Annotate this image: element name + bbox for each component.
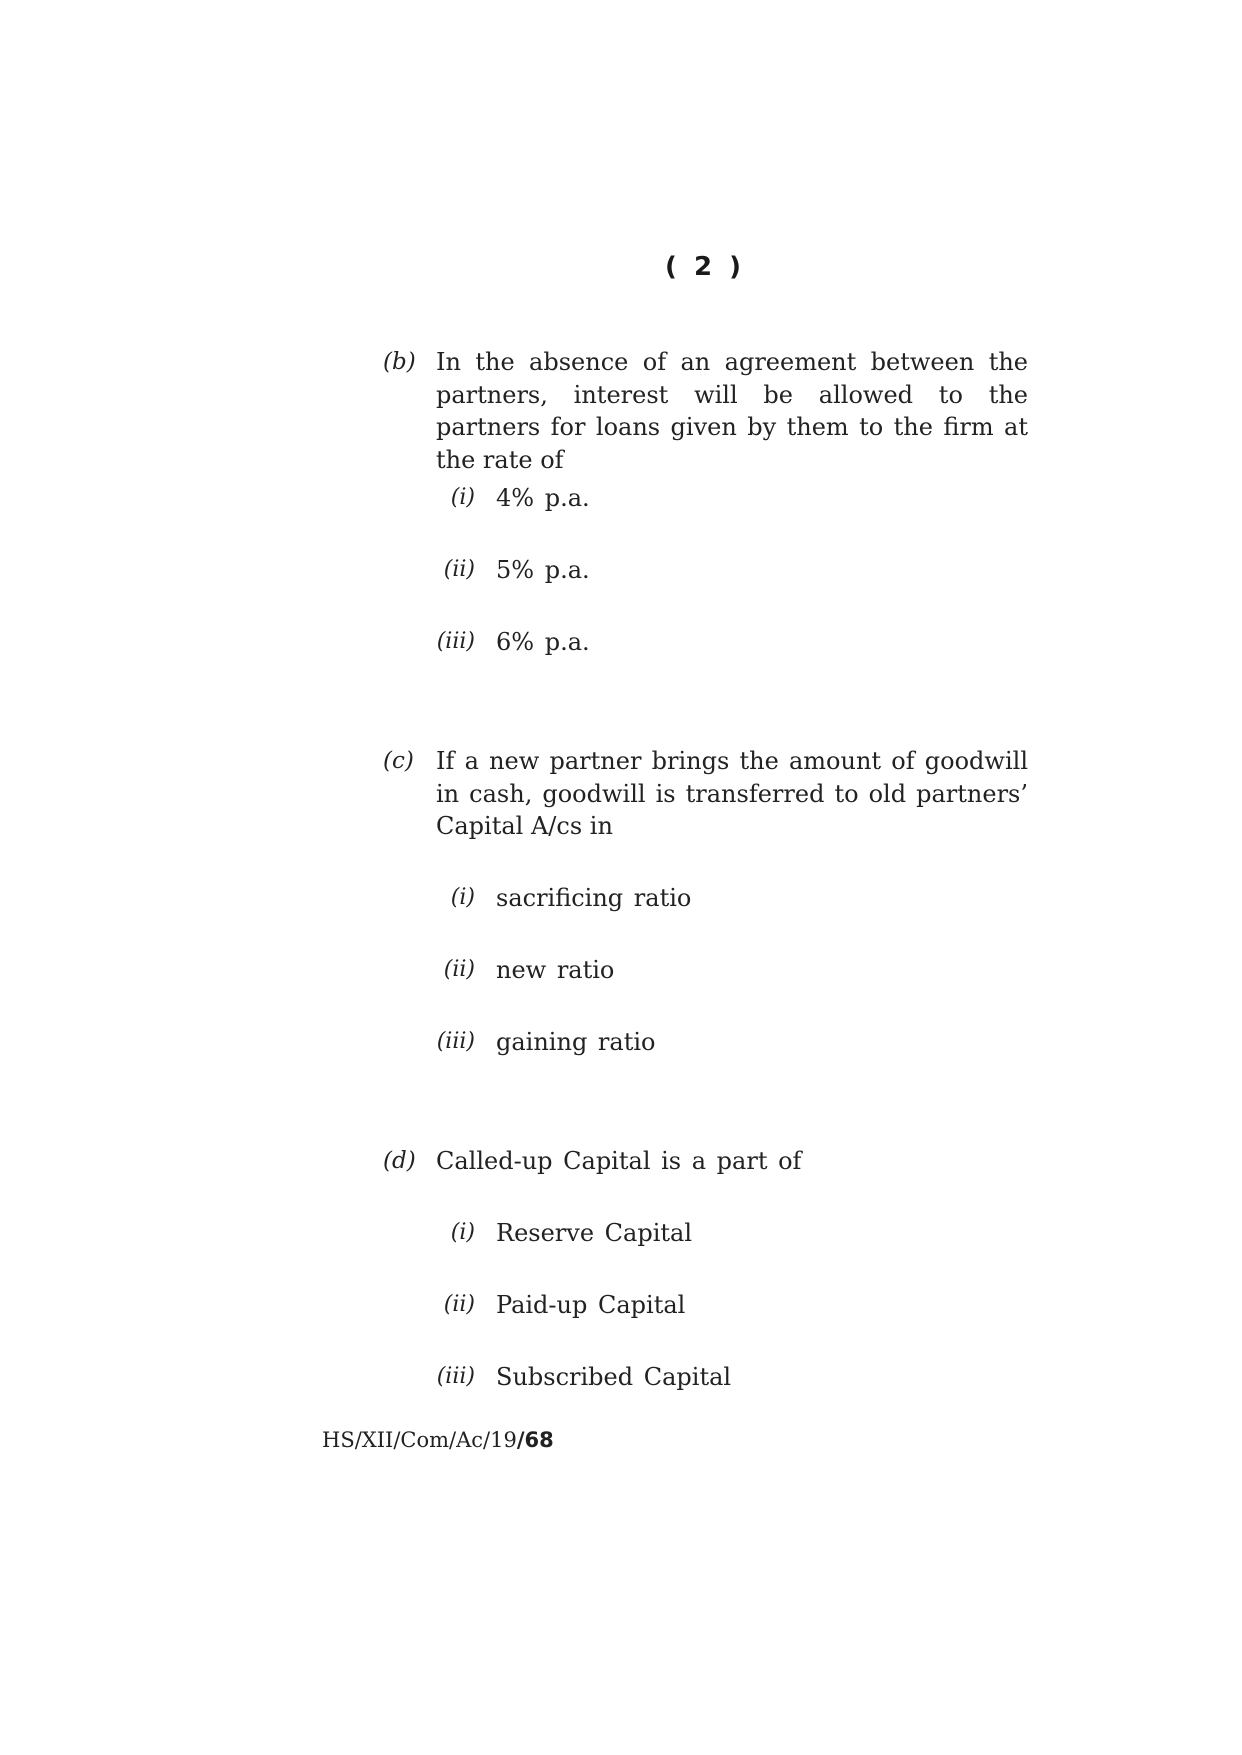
question-label: (b) — [383, 349, 416, 375]
option-text: gaining ratio — [496, 1028, 656, 1056]
option-number: (iii) — [436, 1364, 475, 1389]
option-number: (ii) — [443, 557, 475, 582]
option-text: Reserve Capital — [496, 1219, 692, 1247]
question-label: (d) — [383, 1148, 416, 1174]
question-text: Called-up Capital is a part of — [436, 1147, 802, 1175]
question-label: (c) — [383, 748, 414, 774]
option-number: (iii) — [436, 629, 475, 654]
option-number: (iii) — [436, 1029, 475, 1054]
option-text: 5% p.a. — [496, 556, 590, 584]
option-text: new ratio — [496, 956, 615, 984]
option-text: Subscribed Capital — [496, 1363, 732, 1391]
option-number: (ii) — [443, 1292, 475, 1317]
footer-suffix: /68 — [516, 1428, 554, 1452]
question-text: In the absence of an agreement between the partners, interest will be allowed to the partners for loans given by them to the firm at the rate of — [436, 348, 1028, 474]
page-number: ( 2 ) — [665, 252, 745, 282]
question-text: If a new partner brings the amount of goodwill in cash, goodwill is transferred to old partners’ Capital A/cs in — [436, 747, 1028, 840]
option-text: sacrificing ratio — [496, 884, 692, 912]
option-number: (ii) — [443, 957, 475, 982]
option-number: (i) — [450, 885, 475, 910]
question-d — [383, 1145, 1028, 1178]
question-c — [383, 745, 1028, 843]
option-text: Paid-up Capital — [496, 1291, 686, 1319]
option-number: (i) — [450, 1220, 475, 1245]
option-text: 6% p.a. — [496, 628, 590, 656]
page-footer — [322, 1428, 554, 1452]
question-b — [383, 346, 1028, 476]
footer-code: HS/XII/Com/Ac/19 — [322, 1428, 517, 1452]
option-number: (i) — [450, 485, 475, 510]
option-text: 4% p.a. — [496, 484, 590, 512]
